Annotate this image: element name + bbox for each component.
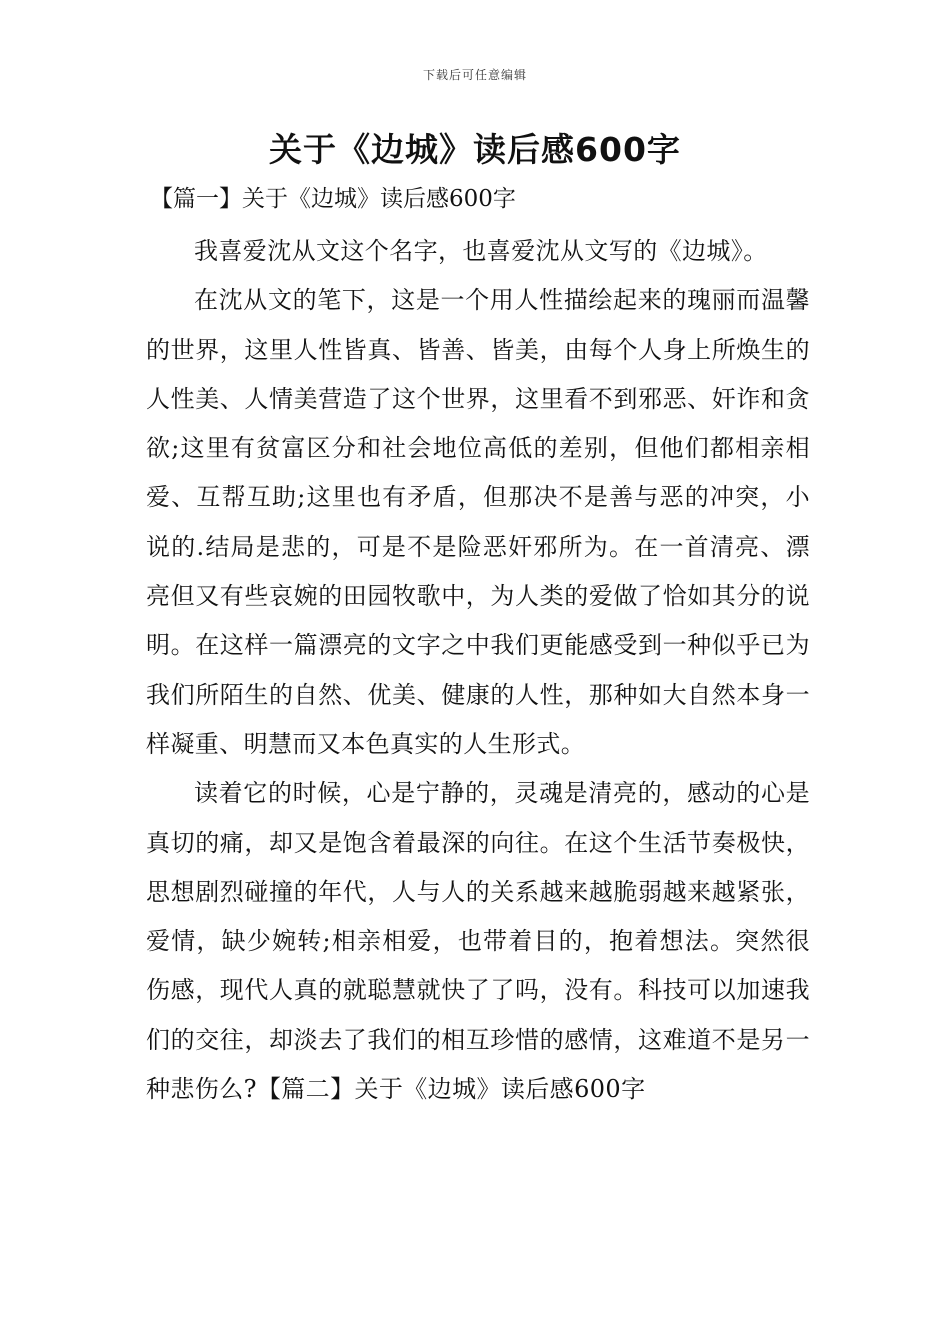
section-heading: 【篇一】关于《边城》读后感600字 bbox=[150, 186, 516, 212]
paragraph-2: 在沈从文的笔下，这是一个用人性描绘起来的瑰丽而温馨的世界，这里人性皆真、皆善、皆美，由每个人身上所焕生的人性美、人情美营造了这个世界，这里看不到邪恶、奸诈和贪欲;这里有贫富区分和社会地位高低的差别，但他们都相亲相爱、互帮互助;这里也有矛盾，但那决不是善与恶的冲突，小说的.结局是悲的，可是不是险恶奸邪所为。在一首清亮、漂亮但又有些哀婉的田园牧歌中，为人类的爱做了恰如其分的说明。在这样一篇漂亮的文字之中我们更能感受到一种似乎已为我们所陌生的自然、优美、健康的人性，那种如大自然本身一样凝重、明慧而又本色真实的人生形式。 bbox=[146, 286, 810, 758]
document-body bbox=[146, 227, 810, 1114]
paragraph-1: 我喜爱沈从文这个名字，也喜爱沈从文写的《边城》。 bbox=[194, 237, 768, 265]
paragraph-3: 读着它的时候，心是宁静的，灵魂是清亮的，感动的心是真切的痛，却又是饱含着最深的向往。在这个生活节奏极快，思想剧烈碰撞的年代，人与人的关系越来越脆弱越来越紧张，爱情，缺少婉转;相亲相爱，也带着目的，抱着想法。突然很伤感，现代人真的就聪慧就快了了吗，没有。科技可以加速我们的交往，却淡去了我们的相互珍惜的感情，这难道不是另一种悲伤么?【篇二】关于《边城》读后感600字 bbox=[146, 779, 810, 1104]
header-note: 下载后可任意编辑 bbox=[422, 68, 527, 82]
document-title: 关于《边城》读后感600字 bbox=[269, 130, 681, 169]
